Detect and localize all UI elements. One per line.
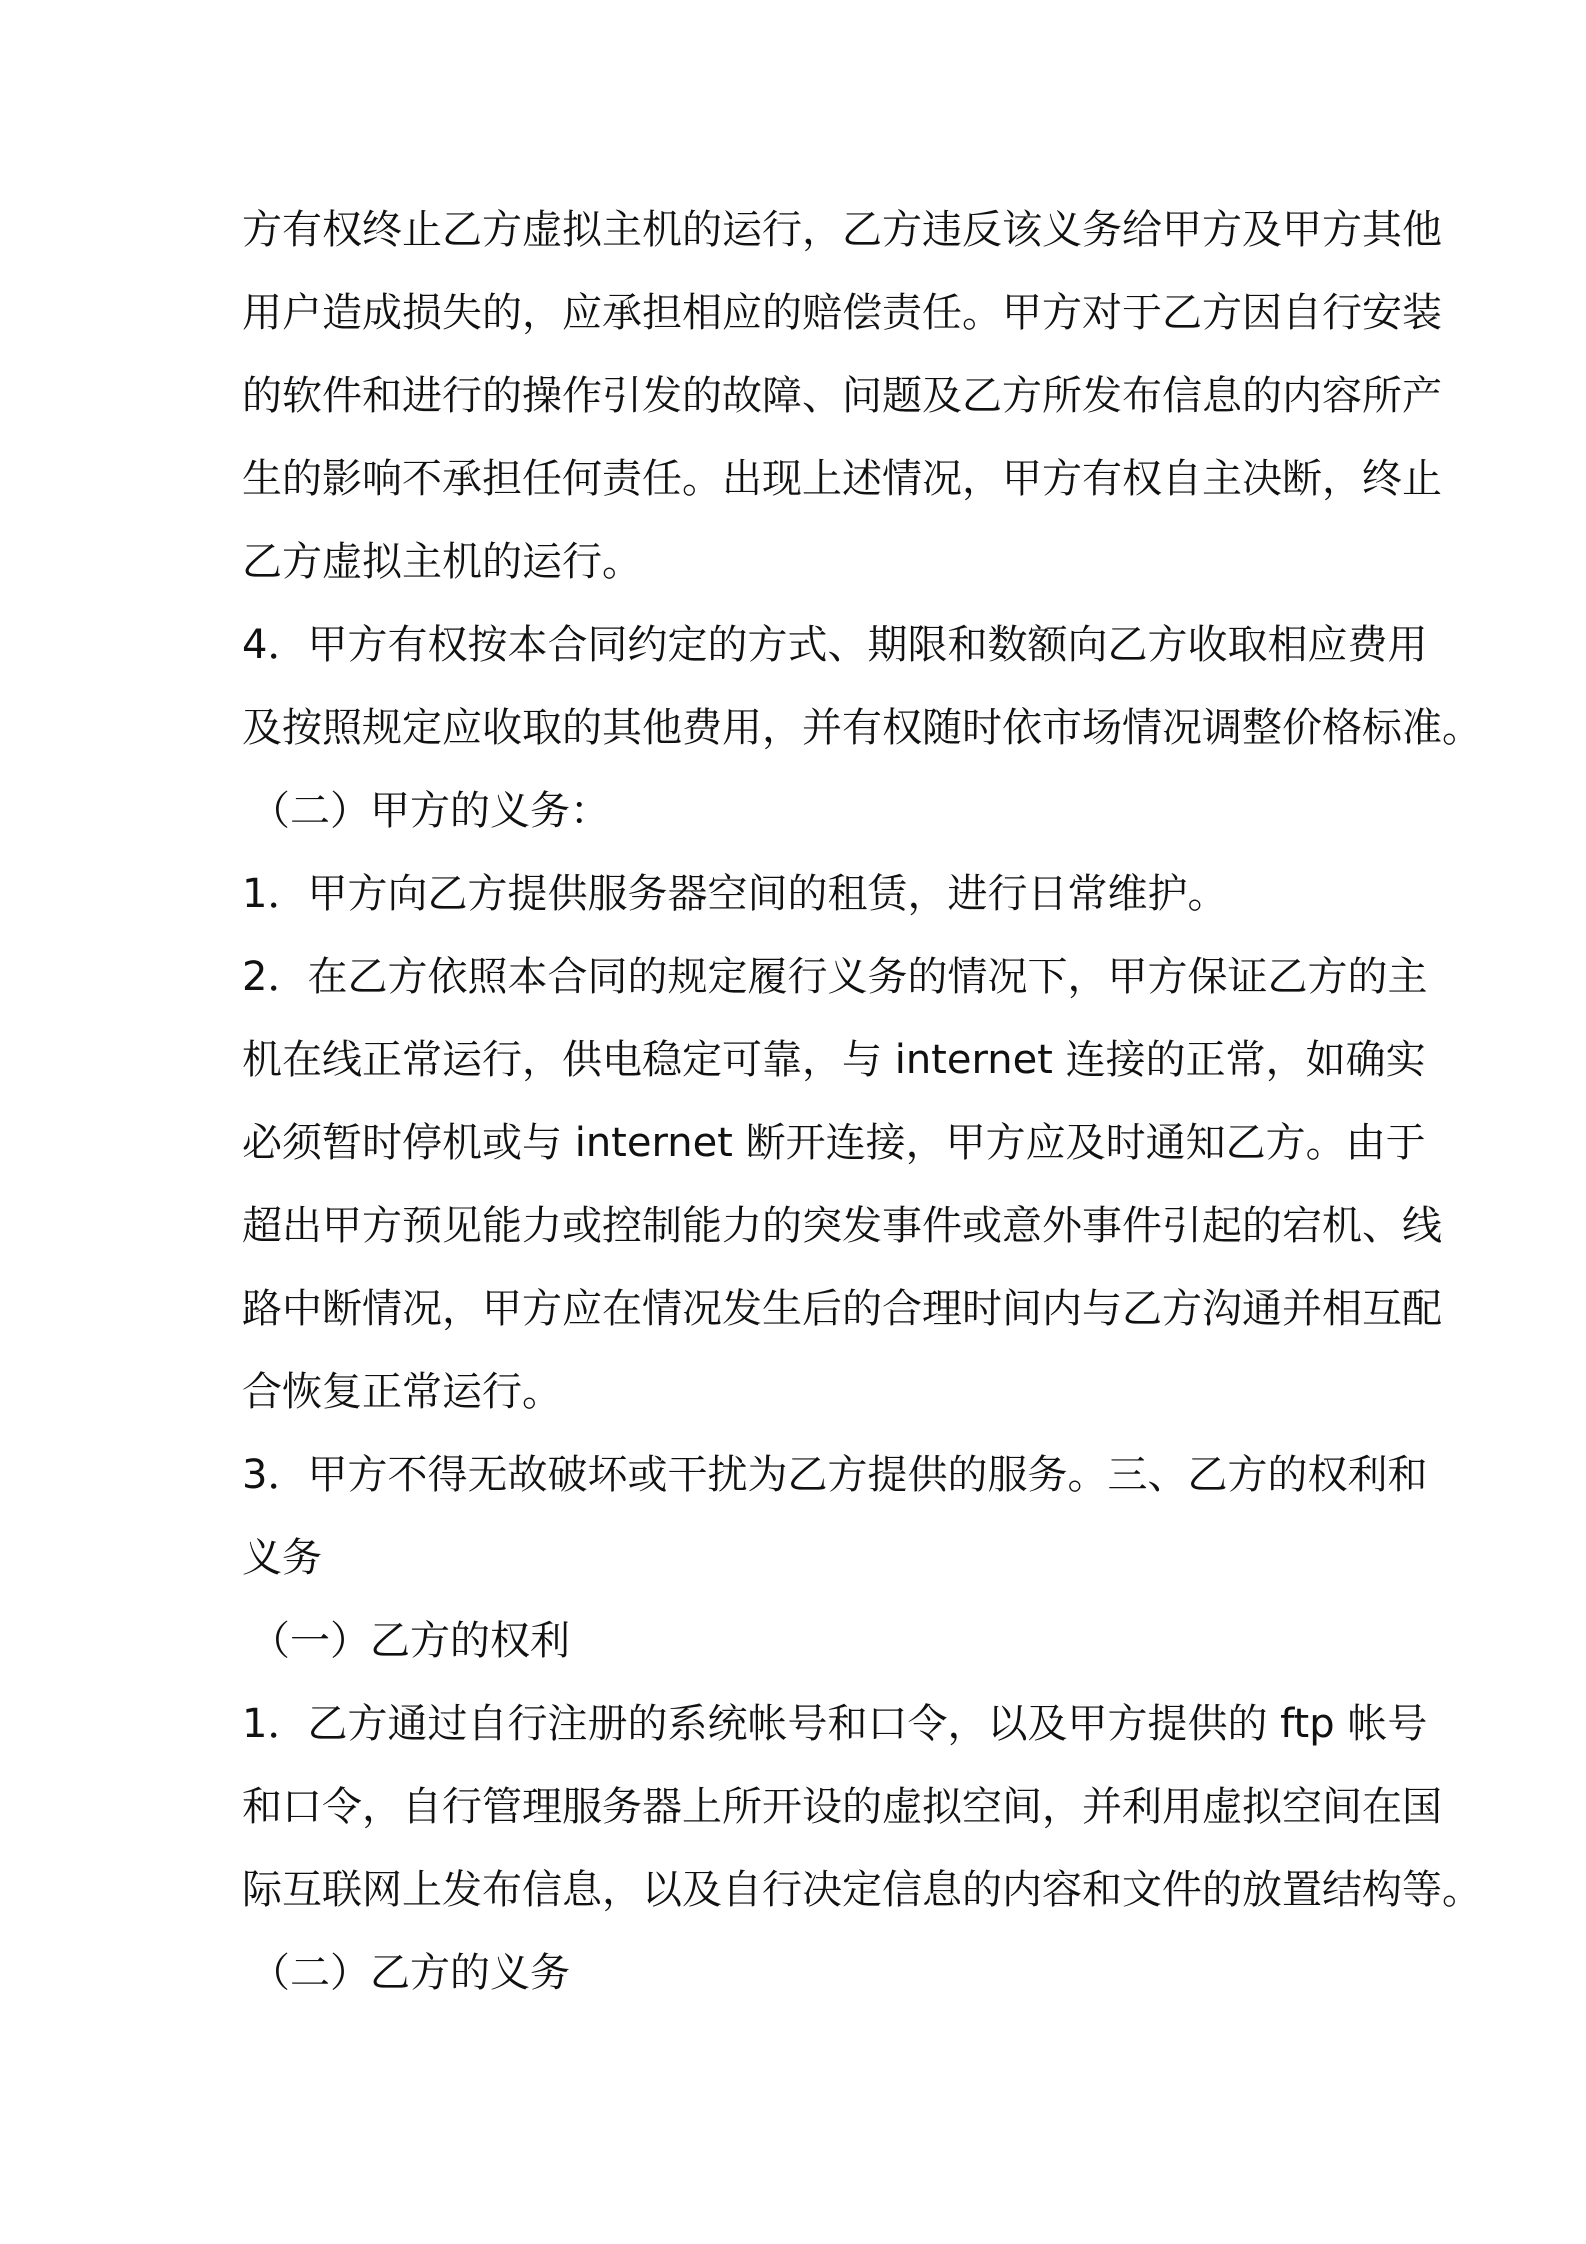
clause-1-line: 1．甲方向乙方提供服务器空间的租赁，进行日常维护。	[242, 871, 1228, 917]
text-line: 必须暂时停机或与 internet 断开连接，甲方应及时通知乙方。由于	[242, 1120, 1426, 1166]
text-line: 机在线正常运行，供电稳定可靠，与 internet 连接的正常，如确实	[242, 1037, 1426, 1083]
text-line: 超出甲方预见能力或控制能力的突发事件或意外事件引起的宕机、线	[242, 1203, 1442, 1249]
text-line: 乙方虚拟主机的运行。	[242, 539, 642, 585]
section-heading-party-a-obligations: （二）甲方的义务：	[250, 788, 610, 834]
clause-1-line: 1．乙方通过自行注册的系统帐号和口令，以及甲方提供的 ftp 帐号	[242, 1701, 1428, 1747]
text-line: 的软件和进行的操作引发的故障、问题及乙方所发布信息的内容所产	[242, 373, 1442, 419]
clause-4-line: 4．甲方有权按本合同约定的方式、期限和数额向乙方收取相应费用	[242, 622, 1428, 668]
text-line: 义务	[242, 1535, 322, 1581]
text-line: 合恢复正常运行。	[242, 1369, 562, 1415]
text-line: 方有权终止乙方虚拟主机的运行，乙方违反该义务给甲方及甲方其他	[242, 207, 1442, 253]
clause-3-line: 3．甲方不得无故破坏或干扰为乙方提供的服务。三、乙方的权利和	[242, 1452, 1428, 1498]
text-line: 及按照规定应收取的其他费用，并有权随时依市场情况调整价格标准。	[242, 705, 1482, 751]
document-page	[242, 200, 1482, 2026]
text-line: 路中断情况，甲方应在情况发生后的合理时间内与乙方沟通并相互配	[242, 1286, 1442, 1332]
section-heading-party-b-obligations: （二）乙方的义务	[250, 1950, 570, 1996]
text-line: 用户造成损失的，应承担相应的赔偿责任。甲方对于乙方因自行安装	[242, 290, 1442, 336]
text-line: 际互联网上发布信息，以及自行决定信息的内容和文件的放置结构等。	[242, 1867, 1482, 1913]
section-heading-party-b-rights: （一）乙方的权利	[250, 1618, 570, 1664]
text-line: 和口令，自行管理服务器上所开设的虚拟空间，并利用虚拟空间在国	[242, 1784, 1442, 1830]
clause-2-line: 2．在乙方依照本合同的规定履行义务的情况下，甲方保证乙方的主	[242, 954, 1428, 1000]
text-line: 生的影响不承担任何责任。出现上述情况，甲方有权自主决断，终止	[242, 456, 1442, 502]
